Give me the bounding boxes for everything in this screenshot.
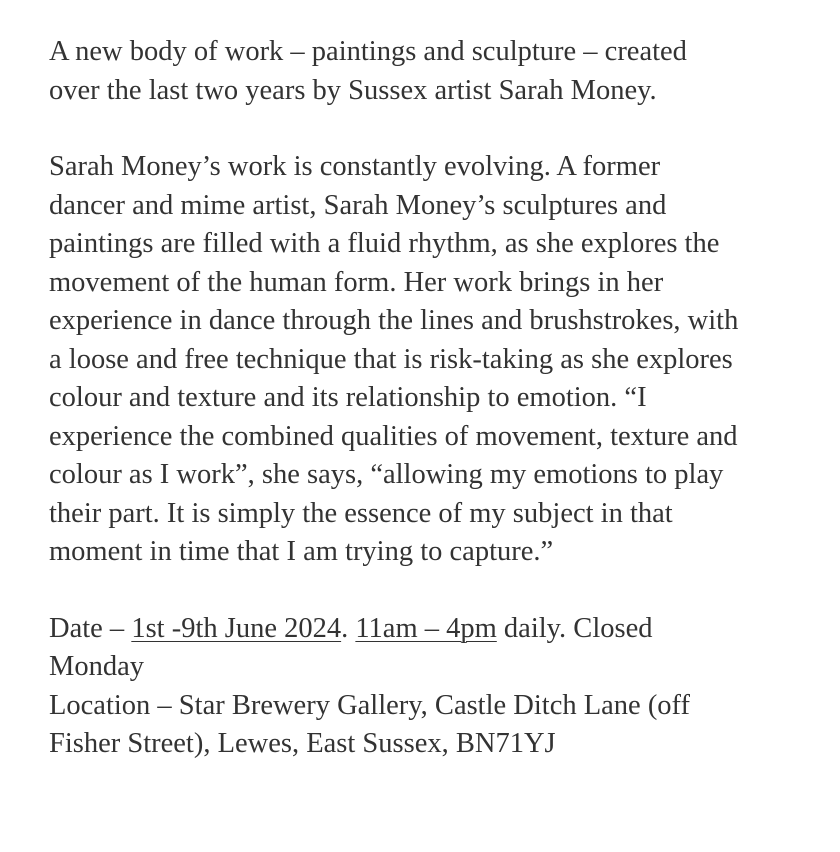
location-line: Location – Star Brewery Gallery, Castle Ditch Lane (off Fisher Street), Lewes, East Sussex, BN71YJ [49, 689, 691, 759]
time-link[interactable]: 11am – 4pm [355, 612, 497, 644]
artist-statement-paragraph: Sarah Money’s work is constantly evolving. A former dancer and mime artist, Sarah Money’s sculptures and paintings are filled with a fluid rhythm, as she explores the movement of the human form. Her work brings in her experience in dance through the lines and brushstrokes, with a loose and free technique that is risk-taking as she explores colour and texture and its relationship to emotion. “I experience the combined qualities of movement, texture and colour as I work”, she says, “allowing my emotions to play their part. It is simply the essence of my subject in that moment in time that I am trying to capture.” [49, 151, 739, 567]
exhibition-description [49, 33, 809, 764]
intro-paragraph: A new body of work – paintings and sculpture – created over the last two years by Sussex artist Sarah Money. [49, 36, 687, 106]
date-line [49, 610, 809, 687]
date-prefix: Date – [49, 612, 132, 644]
date-separator: . [341, 612, 356, 644]
date-link[interactable]: 1st -9th June 2024 [131, 612, 342, 644]
date-suffix: daily. Closed Monday [49, 612, 653, 682]
